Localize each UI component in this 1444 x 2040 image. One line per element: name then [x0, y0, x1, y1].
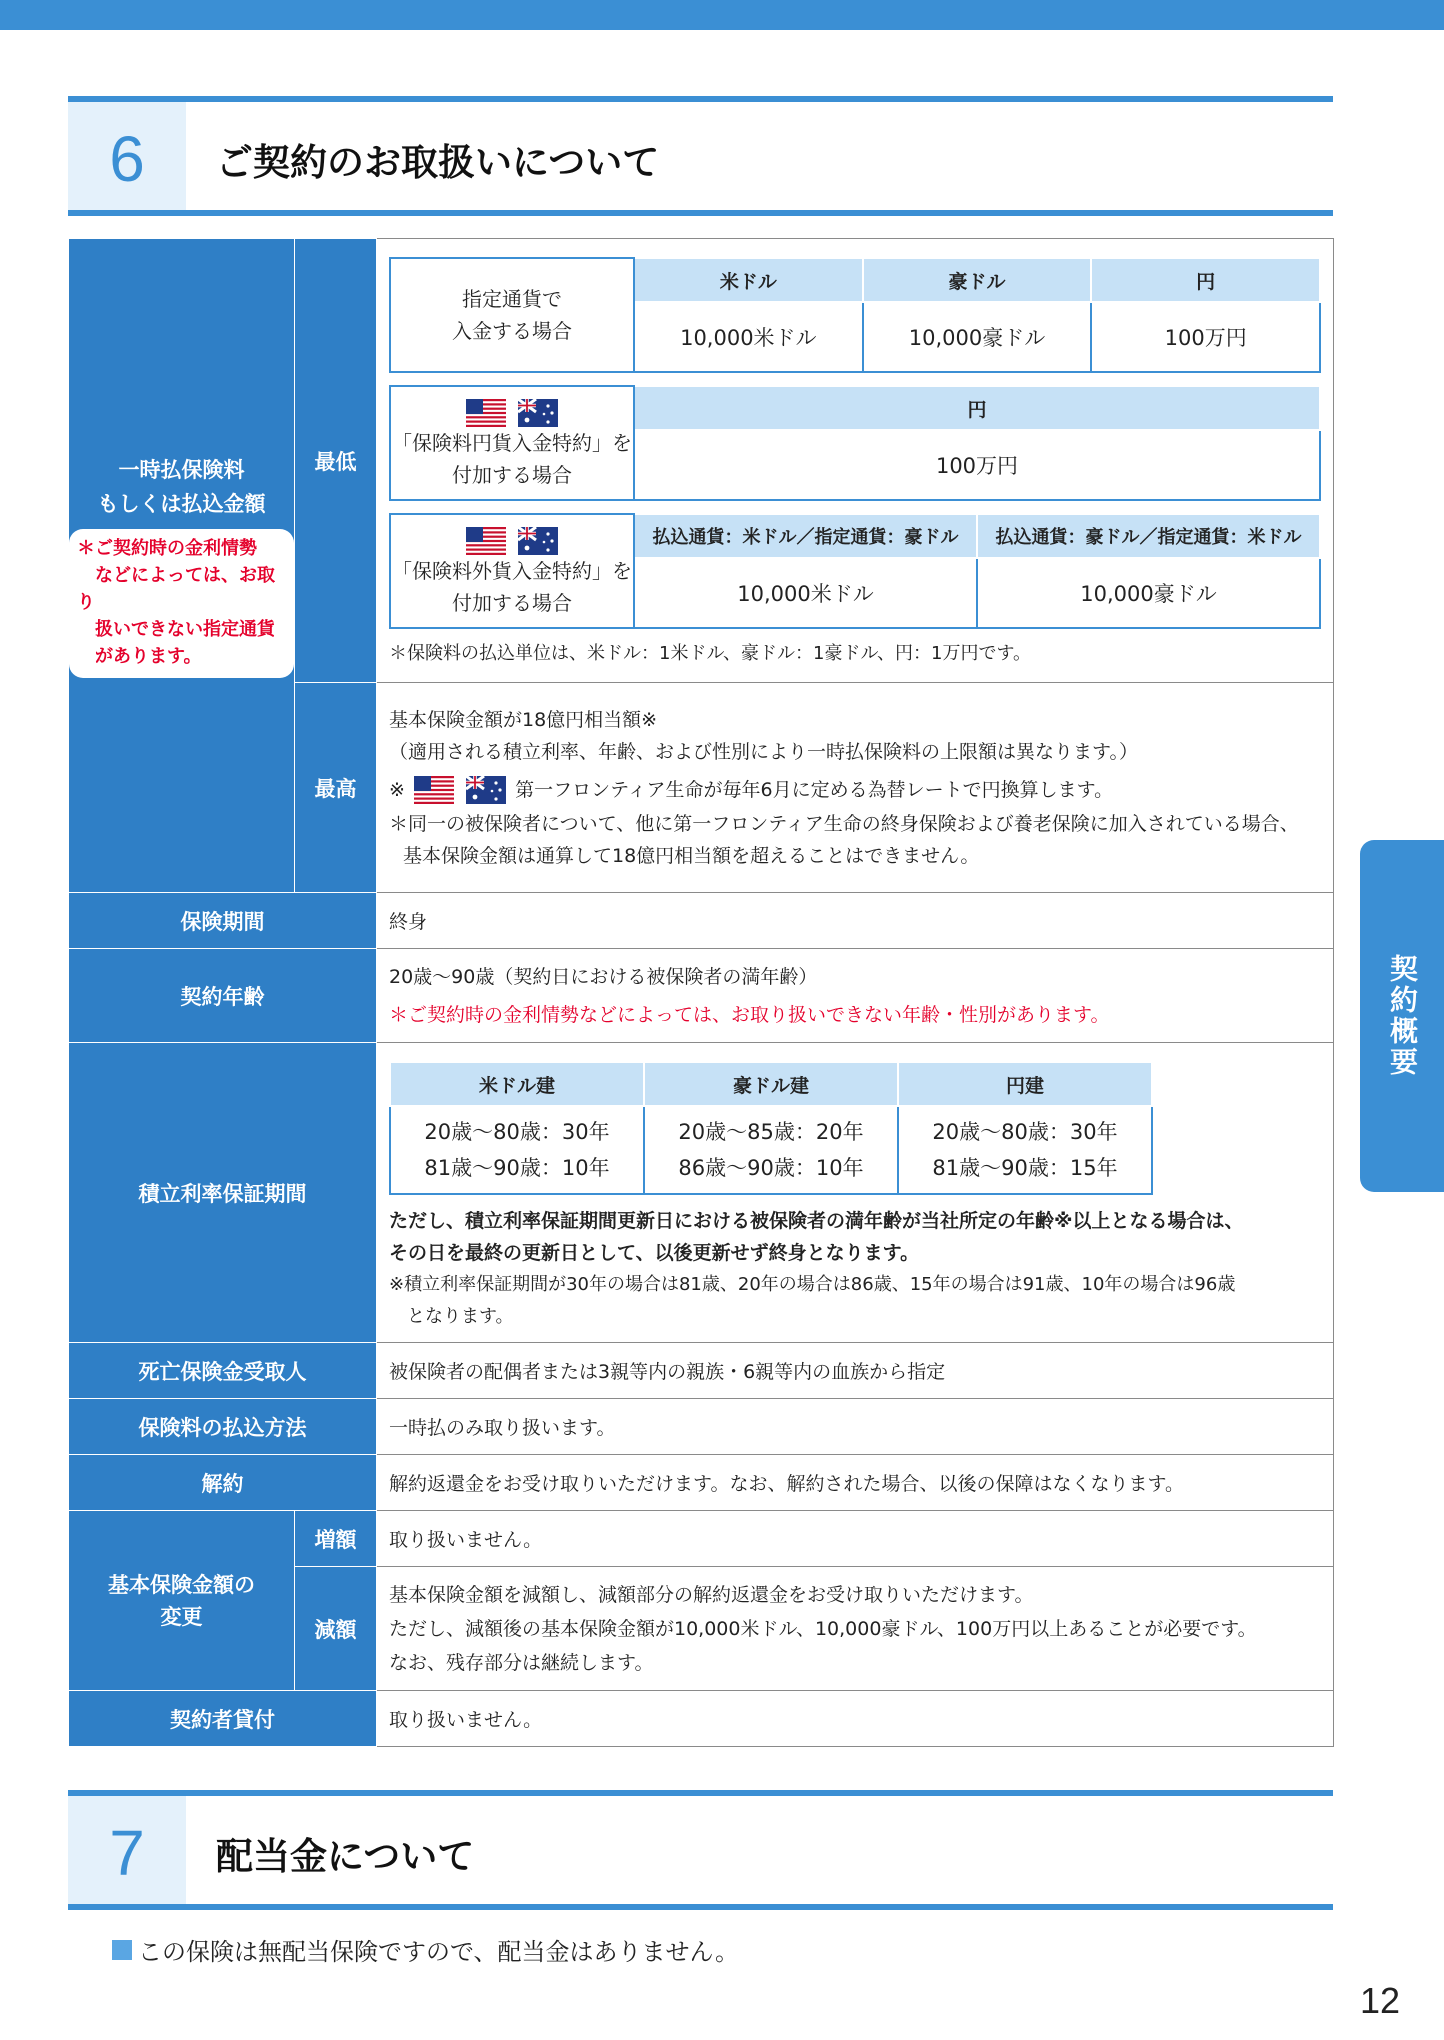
yen-rider-header: 円 [634, 386, 1320, 430]
beneficiary-label: 死亡保険金受取人 [69, 1343, 377, 1399]
foreign-rider-label-2: 付加する場合 [452, 591, 572, 615]
designated-header-aud: 豪ドル [863, 258, 1092, 302]
premium-label-cell [69, 239, 295, 893]
premium-label-2: もしくは払込金額 [97, 492, 266, 516]
foreign-rider-label [390, 514, 634, 628]
guarantee-cell [377, 1043, 1334, 1343]
max-note2b: 基本保険金額は通算して18億円相当額を超えることはできません。 [403, 844, 980, 867]
age-value: 20歳～90歳（契約日における被保険者の満年齢） [389, 965, 818, 988]
guarantee-label: 積立利率保証期間 [69, 1043, 377, 1343]
beneficiary-value: 被保険者の配偶者または3親等内の親族・6親等内の血族から指定 [377, 1343, 1334, 1399]
loan-value: 取り扱いません。 [377, 1691, 1334, 1747]
top-bar [0, 0, 1444, 30]
guarantee-header-aud: 豪ドル建 [644, 1062, 898, 1106]
max-cell [377, 683, 1334, 893]
side-tab[interactable] [1360, 840, 1444, 1192]
section-7-header [68, 1790, 1333, 1916]
contract-table [68, 238, 1334, 1747]
guarantee-note-1: ※積立利率保証期間が30年の場合は81歳、20年の場合は86歳、15年の場合は91歳、10年の場合は96歳 [389, 1274, 1236, 1295]
period-value: 終身 [377, 893, 1334, 949]
designated-header-usd: 米ドル [634, 258, 863, 302]
max-note: 第一フロンティア生命が毎年6月に定める為替レートで円換算します。 [515, 778, 1114, 801]
foreign-rider-header-1: 払込通貨：米ドル／指定通貨：豪ドル [634, 514, 977, 558]
foreign-rider-value-2: 10,000豪ドル [977, 558, 1320, 628]
section-7-title: 配当金について [216, 1835, 475, 1878]
surrender-label: 解約 [69, 1455, 377, 1511]
us-flag-icon [466, 527, 506, 555]
square-bullet-icon [112, 1940, 132, 1960]
designated-table [389, 257, 1321, 373]
guarantee-cell-text: 20歳～80歳：30年 [932, 1120, 1118, 1144]
premium-note-line: 扱いできない指定通貨 [77, 619, 275, 640]
guarantee-note-2: となります。 [407, 1306, 514, 1327]
age-cell [377, 949, 1334, 1043]
increase-label: 増額 [295, 1511, 377, 1567]
unit-note: ＊保険料の払込単位は、米ドル：1米ドル、豪ドル：1豪ドル、円：1万円です。 [389, 643, 1032, 664]
guarantee-text-1: ただし、積立利率保証期間更新日における被保険者の満年齢が当社所定の年齢※以上となる場合は、 [389, 1210, 1244, 1232]
guarantee-note [389, 1269, 1323, 1333]
guarantee-cell-text: 81歳～90歳：10年 [424, 1156, 610, 1180]
section-6-title: ご契約のお取扱いについて [216, 141, 660, 184]
dividend-text: この保険は無配当保険ですので、配当金はありません。 [138, 1938, 739, 1966]
guarantee-table [389, 1061, 1153, 1195]
decrease-line-1: 基本保険金額を減額し、減額部分の解約返還金をお受け取りいただけます。 [389, 1583, 1034, 1606]
guarantee-header-jpy: 円建 [898, 1062, 1152, 1106]
section-6-header [68, 96, 1333, 222]
max-line-1: 基本保険金額が18億円相当額※ [389, 708, 658, 731]
side-tab-label: 契約概要 [1386, 954, 1419, 1078]
guarantee-cell-text: 86歳～90歳：10年 [678, 1156, 864, 1180]
page-number: 12 [1360, 1980, 1401, 2021]
max-note-row [389, 774, 1321, 806]
foreign-rider-table [389, 513, 1321, 629]
age-label: 契約年齢 [69, 949, 377, 1043]
guarantee-col-aud [644, 1106, 898, 1194]
payment-value: 一時払のみ取り扱います。 [377, 1399, 1334, 1455]
designated-value-jpy: 100万円 [1091, 302, 1320, 372]
max-note2a: ＊同一の被保険者について、他に第一フロンティア生命の終身保険および養老保険に加入されている場合、 [389, 812, 1299, 835]
decrease-line-3: なお、残存部分は継続します。 [389, 1651, 654, 1674]
designated-header-jpy: 円 [1091, 258, 1320, 302]
guarantee-cell-text: 20歳～85歳：20年 [678, 1120, 864, 1144]
foreign-rider-label-1: 「保険料外貨入金特約」を [392, 559, 632, 583]
loan-label: 契約者貸付 [69, 1691, 377, 1747]
guarantee-cell-text: 81歳～90歳：15年 [932, 1156, 1118, 1180]
decrease-cell [377, 1567, 1334, 1691]
guarantee-text [389, 1205, 1323, 1269]
designated-value-usd: 10,000米ドル [634, 302, 863, 372]
us-flag-icon [466, 399, 506, 427]
premium-note [69, 529, 294, 678]
yen-rider-value: 100万円 [634, 430, 1320, 500]
section-6-number: 6 [68, 102, 186, 216]
designated-value-aud: 10,000豪ドル [863, 302, 1092, 372]
foreign-rider-header-2: 払込通貨：豪ドル／指定通貨：米ドル [977, 514, 1320, 558]
age-note: ＊ご契約時の金利情勢などによっては、お取り扱いできない年齢・性別があります。 [389, 1003, 1110, 1026]
premium-label-1: 一時払保険料 [118, 458, 245, 482]
au-flag-icon [518, 399, 558, 427]
foreign-rider-value-1: 10,000米ドル [634, 558, 977, 628]
change-label-2: 変更 [160, 1604, 203, 1629]
surrender-value: 解約返還金をお受け取りいただけます。なお、解約された場合、以後の保障はなくなります。 [377, 1455, 1334, 1511]
min-cell [377, 239, 1334, 683]
guarantee-col-jpy [898, 1106, 1152, 1194]
max-line-2: （適用される積立利率、年齢、および性別により一時払保険料の上限額は異なります。） [389, 740, 1138, 763]
change-label [69, 1511, 295, 1691]
guarantee-text-2: その日を最終の更新日として、以後更新せず終身となります。 [389, 1242, 920, 1264]
period-label: 保険期間 [69, 893, 377, 949]
change-label-1: 基本保険金額の [108, 1572, 255, 1597]
yen-rider-label-2: 付加する場合 [452, 463, 572, 487]
guarantee-col-usd [390, 1106, 644, 1194]
decrease-label: 減額 [295, 1567, 377, 1691]
designated-label-1: 指定通貨で [462, 287, 562, 311]
yen-rider-label-1: 「保険料円貨入金特約」を [392, 431, 632, 455]
max-label: 最高 [295, 683, 377, 893]
decrease-line-2: ただし、減額後の基本保険金額が10,000米ドル、10,000豪ドル、100万円以上あることが必要です。 [389, 1617, 1257, 1640]
yen-rider-label [390, 386, 634, 500]
premium-note-line: があります。 [77, 646, 202, 667]
section-7-number: 7 [68, 1796, 186, 1910]
increase-value: 取り扱いません。 [377, 1511, 1334, 1567]
au-flag-icon [466, 776, 506, 804]
guarantee-header-usd: 米ドル建 [390, 1062, 644, 1106]
designated-label [390, 258, 634, 372]
yen-rider-table [389, 385, 1321, 501]
premium-note-line: ＊ご契約時の金利情勢 [77, 538, 257, 559]
min-label: 最低 [295, 239, 377, 683]
designated-label-2: 入金する場合 [452, 319, 572, 343]
max-note-mark: ※ [389, 778, 405, 801]
payment-label: 保険料の払込方法 [69, 1399, 377, 1455]
au-flag-icon [518, 527, 558, 555]
premium-note-line: などによっては、お取り [77, 565, 275, 613]
guarantee-cell-text: 20歳～80歳：30年 [424, 1120, 610, 1144]
us-flag-icon [414, 776, 454, 804]
dividend-note [112, 1932, 739, 1967]
